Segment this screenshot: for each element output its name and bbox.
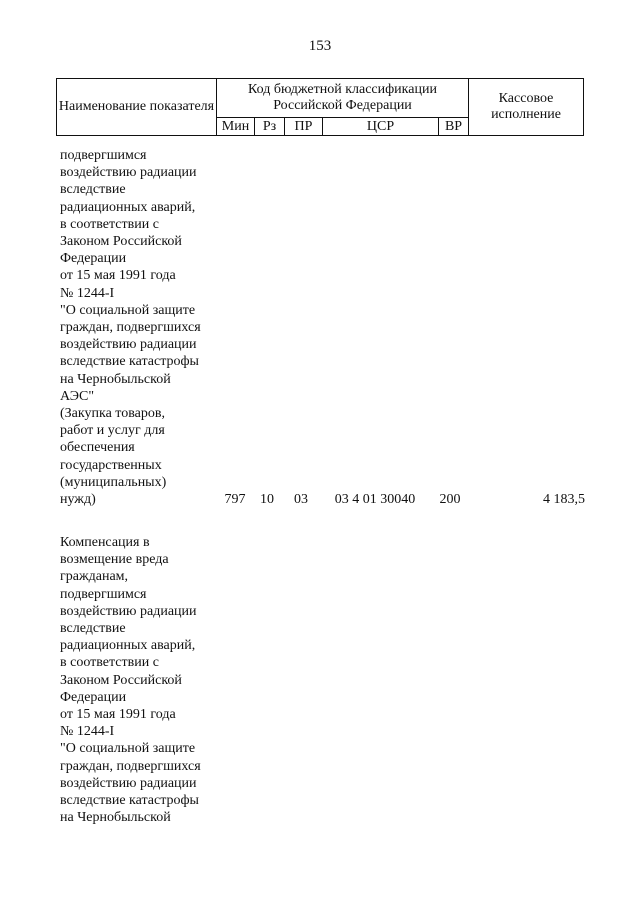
header-vr-column: ВР: [439, 118, 469, 136]
row-csr-code: 03 4 01 30040: [334, 492, 416, 508]
page-number: 153: [308, 38, 332, 54]
header-min-column: Мин: [217, 118, 255, 136]
header-code-group: Код бюджетной классификации Российской Федерации: [217, 79, 469, 118]
header-rz-column: Рз: [255, 118, 285, 136]
row-vr-code: 200: [439, 492, 461, 508]
row-name: подвергшимся воздействию радиации вследствие радиационных аварий, в соответствии с Законом Российской Федерации от 15 мая 1991 года № 1244-I "О социальной защите граждан, подвергшихся воздействию радиации вследствие катастрофы на Чернобыльской АЭС" (Закупка товаров, работ и услуг для обеспечения государственных (муниципальных) нужд): [60, 148, 201, 508]
table-header: [56, 78, 584, 136]
table-row: [60, 534, 585, 826]
header-csr-column: ЦСР: [323, 118, 439, 136]
table-row: [60, 147, 585, 508]
row-name: Компенсация в возмещение вреда гражданам, подвергшимся воздействию радиации вследствие радиационных аварий, в соответствии с Законом Российской Федерации от 15 мая 1991 года № 1244-I "О социальной защите граждан, подвергшихся воздействию радиации вследствие катастрофы на Чернобыльской: [60, 535, 201, 826]
row-pr-code: 03: [294, 492, 308, 508]
row-rz-code: 10: [260, 492, 274, 508]
header-pr-column: ПР: [285, 118, 323, 136]
header-name-column: Наименование показателя: [57, 79, 217, 136]
header-execution-column: Кассовое исполнение: [469, 79, 584, 136]
row-execution-amount: 4 183,5: [543, 492, 585, 508]
row-min-code: 797: [224, 492, 246, 508]
